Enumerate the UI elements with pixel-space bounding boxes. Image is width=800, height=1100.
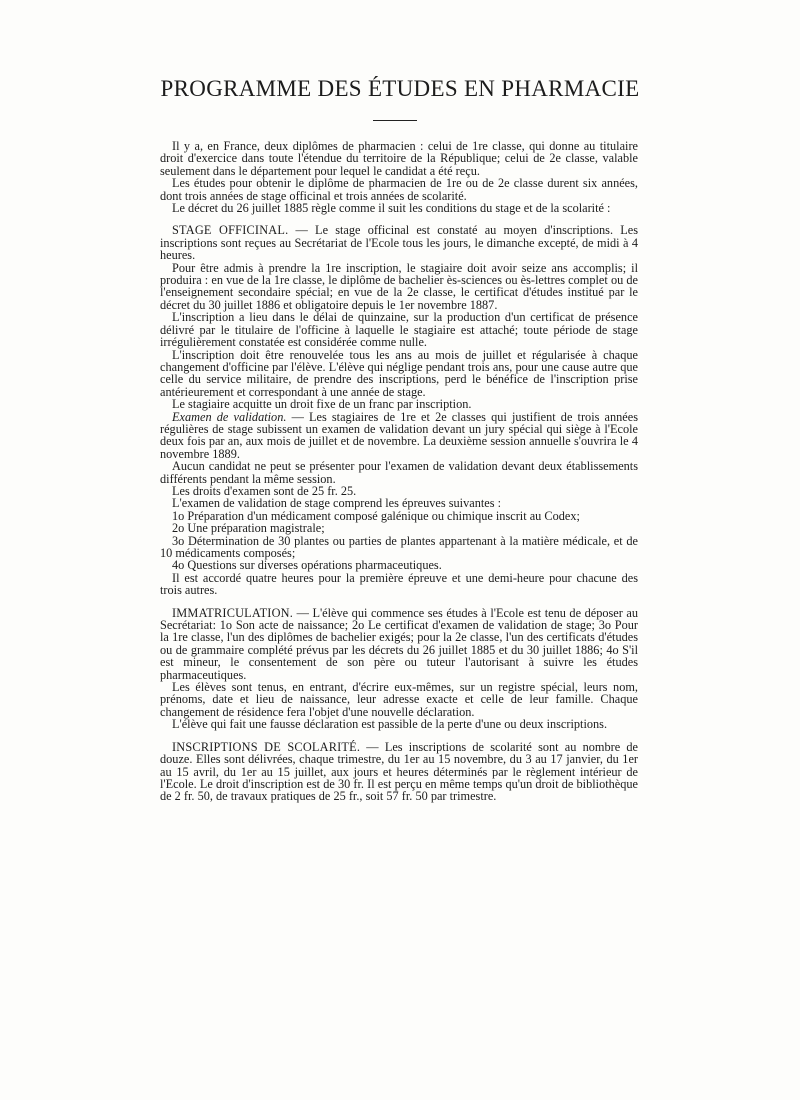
stage-paragraph-6	[160, 411, 638, 461]
stage-paragraph-7: Aucun candidat ne peut se présenter pour l'examen de validation devant deux établissements différents pendant la même session.	[160, 459, 638, 486]
exam-list-item: 2o Une préparation magistrale;	[172, 521, 325, 536]
immatriculation-paragraph-1	[160, 607, 638, 681]
stage-paragraph-8: Les droits d'examen sont de 25 fr. 25.	[172, 483, 357, 498]
immatriculation-heading: IMMATRICULATION.	[172, 605, 294, 620]
intro-paragraph-3: Le décret du 26 juillet 1885 règle comme il suit les conditions du stage et de la scolarité :	[172, 201, 611, 216]
stage-paragraph-9: L'examen de validation de stage comprend les épreuves suivantes :	[172, 496, 501, 511]
document-body	[160, 140, 638, 803]
page-title: PROGRAMME DES ÉTUDES EN PHARMACIE	[160, 76, 640, 101]
scolarite-paragraph-1	[160, 741, 638, 803]
intro-paragraph-1: Il y a, en France, deux diplômes de pharmacien : celui de 1re classe, qui donne au titulaire droit d'exercice dans toute l'étendue du territoire de la République; celui de 2e classe, valable seulement dans le département pour lequel le candidat a été reçu.	[160, 139, 638, 178]
stage-paragraph-3: L'inscription a lieu dans le délai de quinzaine, sur la production d'un certificat de présence délivré par le titulaire de l'officine à laquelle le stagiaire est attaché; toute période de stage irrégulièrement constatée est considérée comme nulle.	[160, 310, 638, 350]
intro-paragraph-2: Les études pour obtenir le diplôme de pharmacien de 1re ou de 2e classe durent six années, dont trois années de stage officinal et trois années de scolarité.	[160, 176, 638, 203]
title-divider	[373, 120, 417, 121]
stage-paragraph-1	[160, 224, 638, 261]
scolarite-paragraph-1-text: — Les inscriptions de scolarité sont au nombre de douze. Elles sont délivrées, chaque trimestre, du 1er au 15 novembre, du 3 au 17 janvier, du 1er au 15 avril, du 1er au 15 juillet, aux jours et heures déterminés par le règlement intérieur de l'Ecole. Le droit d'inscription est de 30 fr. Il est perçu en même temps qu'un droit de bibliothèque de 2 fr. 50, de travaux pratiques de 25 fr., soit 57 fr. 50 par trimestre.	[160, 739, 638, 804]
exam-list-item: 1o Préparation d'un médicament composé galénique ou chimique inscrit au Codex;	[172, 508, 580, 523]
immatriculation-paragraph-1-text: — L'élève qui commence ses études à l'Ecole est tenu de déposer au Secrétariat: 1o Son acte de naissance; 2o Le certificat d'examen de validation de stage; 3o Pour la 1re classe, l'un des diplômes de bachelier exigés; pour la 2e classe, l'un des certificats d'études ou de grammaire complété prévus par les décrets du 26 juillet 1885 et du 30 juillet 1886; 4o S'il est mineur, le consentement de son père ou tuteur l'autorisant à suivre les études pharmaceutiques.	[160, 605, 638, 682]
stage-paragraph-6-text: — Les stagiaires de 1re et 2e classes qui justifient de trois années régulières de stage subissent un examen de validation devant un jury spécial qui siège à l'Ecole deux fois par an, aux mois de juillet et de novembre. La deuxième session annuelle s'ouvrira le 4 novembre 1889.	[160, 409, 638, 461]
stage-paragraph-10: Il est accordé quatre heures pour la première épreuve et une demi-heure pour chacune des trois autres.	[160, 570, 638, 598]
stage-paragraph-5: Le stagiaire acquitte un droit fixe de un franc par inscription.	[172, 397, 472, 412]
immatriculation-paragraph-2: Les élèves sont tenus, en entrant, d'écrire eux-mêmes, sur un registre spécial, leurs nom, prénoms, date et lieu de naissance, leur adresse exacte et celle de leur famille. Chaque changement de résidence fera l'objet d'une nouvelle déclaration.	[160, 680, 638, 719]
exam-heading: Examen de validation.	[172, 409, 287, 424]
stage-paragraph-2: Pour être admis à prendre la 1re inscription, le stagiaire doit avoir seize ans accomplis; il produira : en vue de la 1re classe, le diplôme de bachelier ès-sciences ou ès-lettres complet ou de l'enseignement secondaire spécial; en vue de la 2e classe, le certificat d'études institué par le décret du 30 juillet 1886 et obligatoire depuis le 1er novembre 1887.	[160, 260, 638, 312]
exam-list-item: 4o Questions sur diverses opérations pharmaceutiques.	[172, 558, 442, 573]
scolarite-heading: INSCRIPTIONS DE SCOLARITÉ.	[172, 739, 361, 754]
stage-paragraph-4: L'inscription doit être renouvelée tous les ans au mois de juillet et régularisée à chaque changement d'officine par l'élève. L'élève qui néglige pendant trois ans, pour une cause autre que celle du service militaire, de prendre des inscriptions, perd le bénéfice de l'inscription prise antérieurement et correspondant à une année de stage.	[160, 347, 638, 399]
stage-heading: STAGE OFFICINAL.	[172, 223, 289, 238]
stage-paragraph-1-text: — Le stage officinal est constaté au moyen d'inscriptions. Les inscriptions sont reçues au Secrétariat de l'Ecole tous les jours, le dimanche excepté, de midi à 4 heures.	[160, 223, 638, 263]
exam-list-item: 3o Détermination de 30 plantes ou parties de plantes appartenant à la matière médicale, et de 10 médicaments composés;	[160, 533, 638, 560]
immatriculation-paragraph-3: L'élève qui fait une fausse déclaration est passible de la perte d'une ou deux inscriptions.	[172, 717, 608, 732]
